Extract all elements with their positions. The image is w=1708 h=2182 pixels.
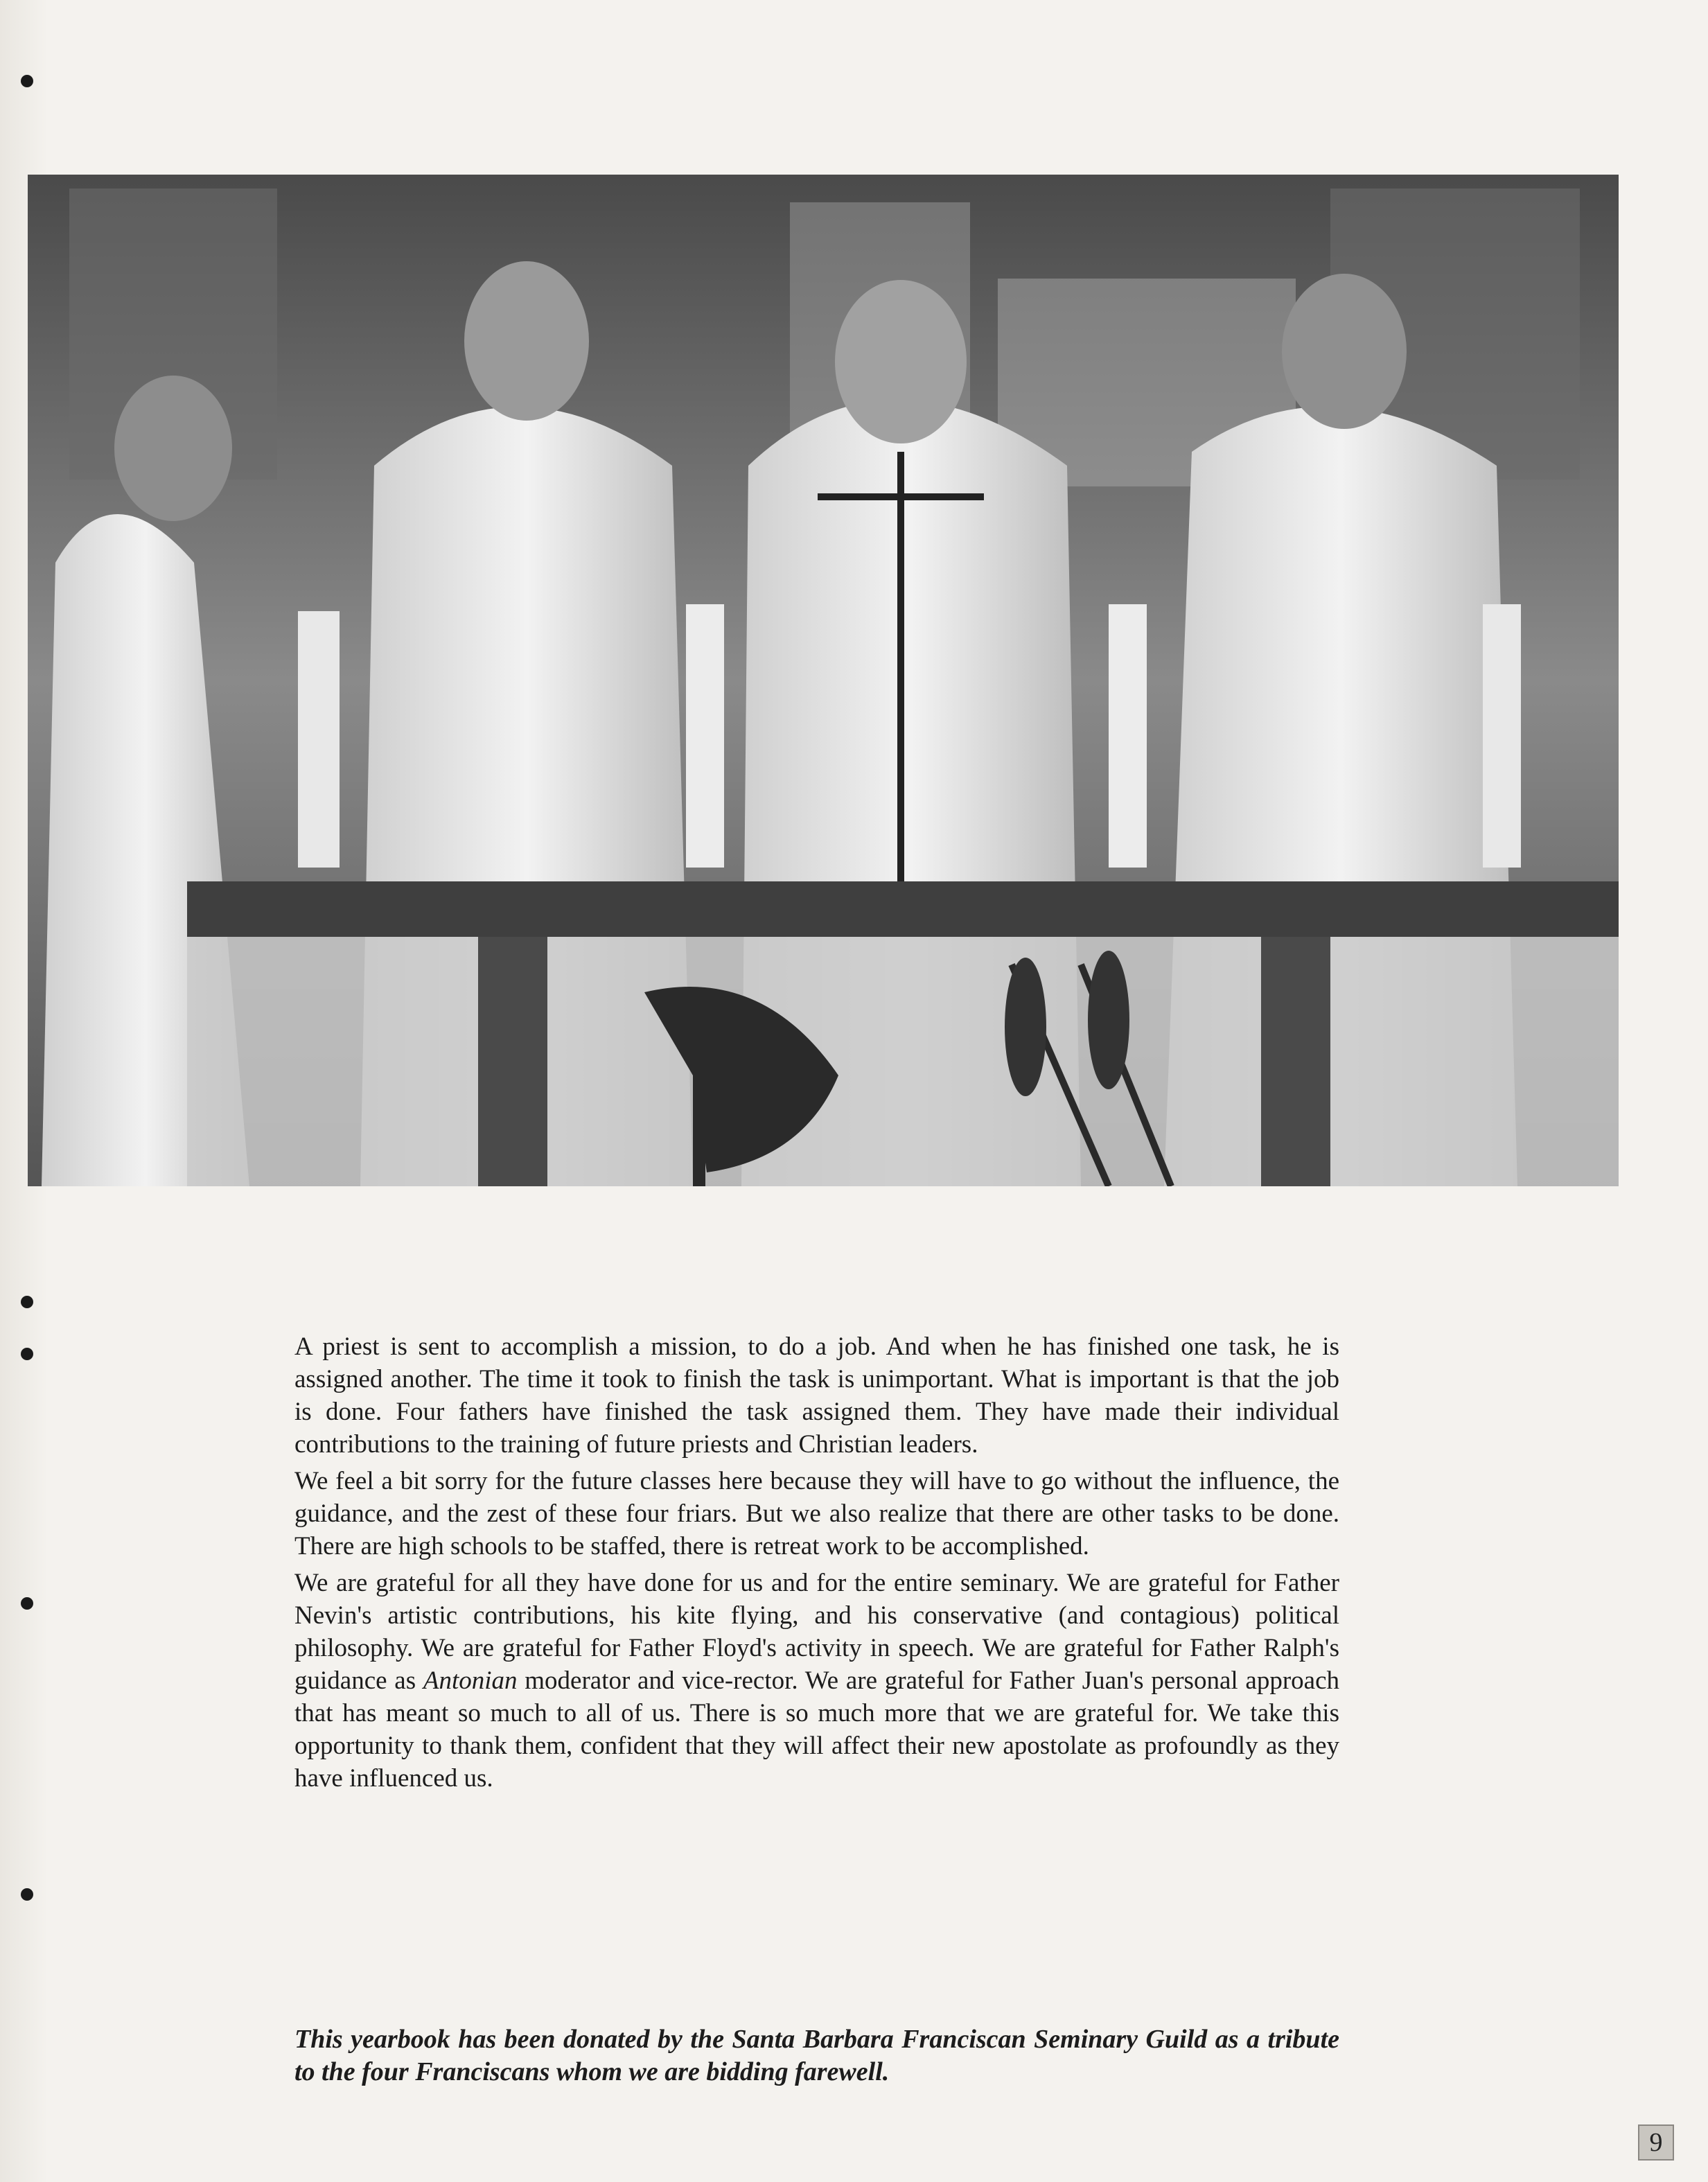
paragraph-3 xyxy=(294,1567,1339,1795)
photo-illustration xyxy=(28,175,1619,1186)
binding-hole xyxy=(21,75,33,87)
tribute-text xyxy=(294,1330,1339,1799)
binding-hole xyxy=(21,1888,33,1901)
paragraph-1: A priest is sent to accomplish a mission, to do a job. And when he has finished one task, he is assigned another. The time it took to finish the task is unimportant. What is important is that the job is done. Four fathers have finished the task assigned them. They have made their individual contributions to the training of future priests and Christian leaders. xyxy=(294,1332,1339,1459)
dedication-note: This yearbook has been donated by the Santa Barbara Franciscan Seminary Guild as a tribute to the four Franciscans whom we are bidding farewell. xyxy=(294,2025,1339,2086)
binding-hole xyxy=(21,1348,33,1360)
paragraph-3-part-2: moderator and vice-rector. We are grateful for Father Juan's personal approach that has meant so much to all of us. There is so much more that we are grateful for. We take this opportunity to thank them, confident that they will affect their new apostolate as profoundly as they have influenced us. xyxy=(294,1666,1339,1793)
paragraph-3-part-1: We are grateful for all they have done for us and for the entire seminary. We are grateful for Father Nevin's artistic contributions, his kite flying, and his conservative (and contagious) political philosophy. We are grateful for Father Floyd's activity in speech. We are grateful for Father Ralph's guidance as xyxy=(294,1569,1339,1695)
priests-at-altar-photo xyxy=(28,175,1619,1186)
antonian-italic: Antonian xyxy=(423,1666,518,1695)
page-number: 9 xyxy=(1638,2124,1674,2161)
binding-hole xyxy=(21,1296,33,1308)
paragraph-2: We feel a bit sorry for the future classes here because they will have to go without the influence, the guidance, and the zest of these four friars. But we also realize that there are other tasks to be done. There are high schools to be staffed, there is retreat work to be accomplished. xyxy=(294,1467,1339,1560)
binding-hole xyxy=(21,1597,33,1610)
